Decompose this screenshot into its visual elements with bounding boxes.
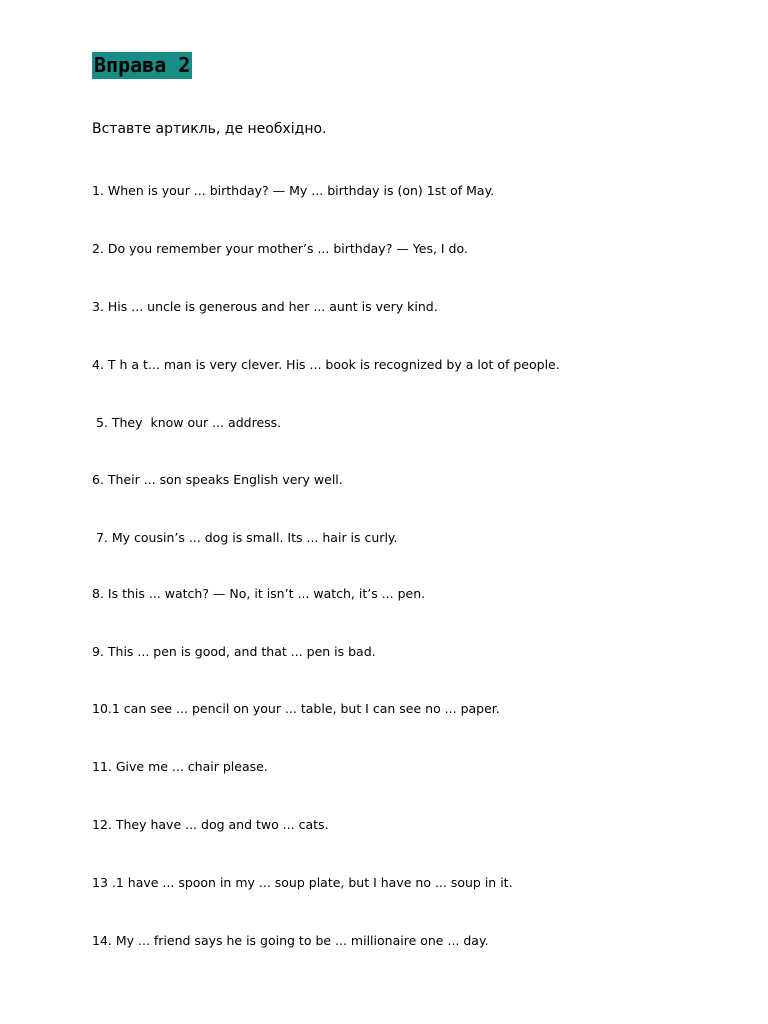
exercise-item-6: 6. Their ... son speaks English very well. [92,472,343,487]
exercise-item-7: 7. My cousin’s ... dog is small. Its ... hair is curly. [92,530,398,545]
exercise-item-1: 1. When is your ... birthday? — My ... birthday is (on) 1st of May. [92,183,495,198]
exercise-item-10: 10.1 can see ... pencil on your ... table, but I can see no ... paper. [92,701,500,716]
exercise-item-12: 12. They have ... dog and two ... cats. [92,817,329,832]
exercise-item-9: 9. This ... pen is good, and that ... pen is bad. [92,644,376,659]
exercise-instruction: Вставте артикль, де необхідно. [92,121,327,137]
exercise-heading: Вправа 2 [94,53,191,77]
exercise-item-8: 8. Is this ... watch? — No, it isn’t ... watch, it’s ... pen. [92,586,426,601]
exercise-item-5: 5. They know our ... address. [92,415,282,430]
exercise-item-3: 3. His ... uncle is generous and her ... aunt is very kind. [92,299,438,314]
exercise-item-13: 13 .1 have ... spoon in my ... soup plate, but I have no ... soup in it. [92,875,513,890]
exercise-item-4: 4. T h a t... man is very clever. His ... book is recognized by a lot of people. [92,357,560,372]
exercise-item-11: 11. Give me ... chair please. [92,759,268,774]
exercise-item-14: 14. My ... friend says he is going to be ... millionaire one ... day. [92,933,489,948]
exercise-item-2: 2. Do you remember your mother’s ... birthday? — Yes, I do. [92,241,468,256]
